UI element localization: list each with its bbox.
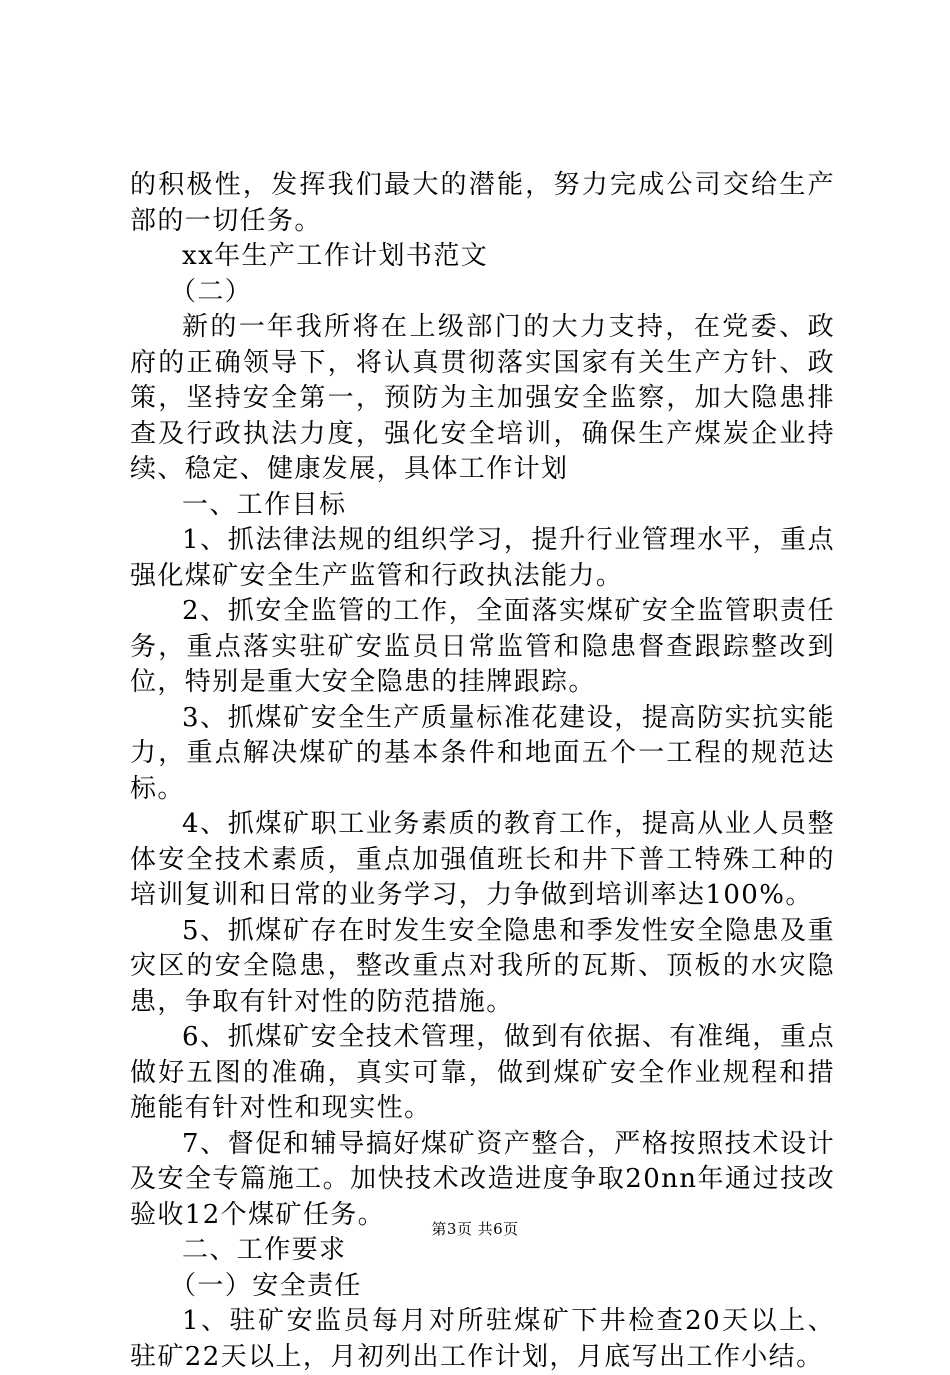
goal-item-3: 3、抓煤矿安全生产质量标准花建设，提高防实抗实能力，重点解决煤矿的基本条件和地面五个一工程的规范达标。 — [130, 702, 835, 804]
section-title: xx年生产工作计划书范文 — [182, 241, 489, 271]
paragraph-continuation: 的积极性，发挥我们最大的潜能，努力完成公司交给生产部的一切任务。 — [130, 170, 835, 236]
goal-item-1: 1、抓法律法规的组织学习，提升行业管理水平，重点强化煤矿安全生产监管和行政执法能力。 — [130, 525, 835, 591]
page-footer: 第3页 共6页 — [431, 1220, 519, 1238]
goal-item-6: 6、抓煤矿安全技术管理，做到有依据、有准绳，重点做好五图的准确，真实可靠，做到煤矿安全作业规程和措施能有针对性和现实性。 — [130, 1022, 835, 1123]
intro-paragraph: 新的一年我所将在上级部门的大力支持，在党委、政府的正确领导下，将认真贯彻落实国家有关生产方针、政策，坚持安全第一，预防为主加强安全监察，加大隐患排查及行政执法力度，强化安全培训，确保生产煤炭企业持续、稳定、健康发展，具体工作计划 — [130, 312, 835, 484]
goal-item-7: 7、督促和辅导搞好煤矿资产整合，严格按照技术设计及安全专篇施工。加快技术改造进度争取20nn年通过技改验收12个煤矿任务。 — [130, 1128, 835, 1230]
goal-item-5: 5、抓煤矿存在时发生安全隐患和季发性安全隐患及重灾区的安全隐患，整改重点对我所的瓦斯、顶板的水灾隐患，争取有针对性的防范措施。 — [130, 915, 835, 1017]
heading-work-goals: 一、工作目标 — [182, 489, 347, 520]
goal-item-4: 4、抓煤矿职工业务素质的教育工作，提高从业人员整体安全技术素质，重点加强值班长和井下普工特殊工种的培训复训和日常的业务学习，力争做到培训率达100%。 — [130, 809, 835, 910]
requirement-item-1: 1、驻矿安监员每月对所驻煤矿下井检查20天以上、驻矿22天以上，月初列出工作计划，月底写出工作小结。 — [130, 1306, 835, 1372]
subheading-safety-responsibility: （一）安全责任 — [170, 1270, 362, 1301]
heading-work-requirements: 二、工作要求 — [182, 1235, 347, 1265]
document-body — [130, 168, 835, 1375]
goal-item-2: 2、抓安全监管的工作，全面落实煤矿安全监管职责任务，重点落实驻矿安监员日常监管和隐患督查跟踪整改到位，特别是重大安全隐患的挂牌跟踪。 — [130, 596, 835, 697]
section-number: （二） — [170, 276, 253, 307]
